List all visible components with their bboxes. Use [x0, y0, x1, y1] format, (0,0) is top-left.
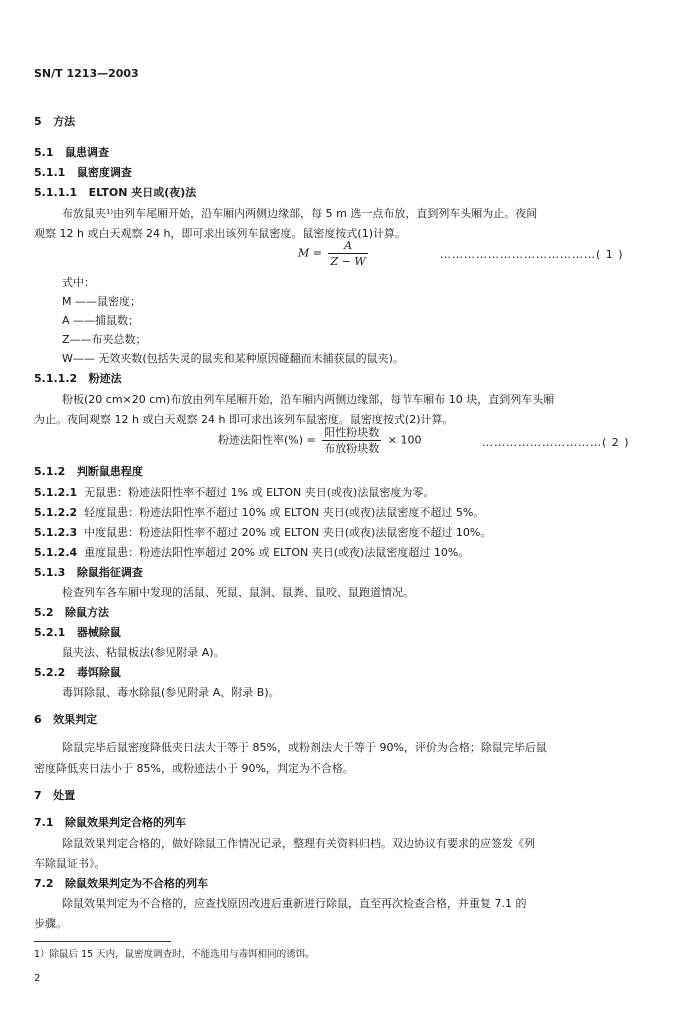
section-5-1-2-heading — [34, 465, 143, 479]
fraction-denominator: 布放粉块数 — [324, 442, 380, 455]
section-number: 7.1 — [34, 816, 54, 829]
paragraph-line: 车除鼠证书》。 — [34, 857, 106, 870]
definition-item: M ——鼠密度； — [62, 295, 141, 308]
section-number: 5.1.1.2 — [34, 372, 78, 385]
section-title: 鼠患调查 — [65, 146, 109, 159]
section-title: 方法 — [53, 115, 76, 128]
formula-2-leader — [482, 436, 630, 450]
paragraph-line: 除鼠效果判定为不合格的，应查找原因改进后重新进行除鼠，直至再次检查合格，并重复 7.1 的 — [62, 897, 527, 910]
paragraph-line: 粉板(20 cm×20 cm)布放由列车尾厢开始，沿车厢内两侧边缘部，每节车厢布 10 块，直到列车头厢 — [62, 393, 555, 406]
section-number: 7.2 — [34, 877, 54, 890]
section-title: ELTON 夹日或(夜)法 — [88, 186, 197, 199]
section-title: 毒饵除鼠 — [76, 666, 121, 679]
formula-fraction — [328, 239, 367, 268]
formula-1 — [298, 239, 371, 268]
severity-item — [34, 506, 484, 520]
paragraph-line: 步骤。 — [34, 917, 67, 930]
section-title: 器械除鼠 — [76, 626, 121, 639]
formula-1-leader — [440, 248, 624, 262]
paragraph-line: 观察 12 h 或白天观察 24 h，即可求出该列车鼠密度。鼠密度按式(1)计算。 — [34, 227, 406, 240]
severity-item — [34, 526, 491, 540]
paragraph-line: 密度降低夹日法小于 85%，或粉迹法小于 90%，判定为不合格。 — [34, 762, 354, 775]
section-title: 粉迹法 — [88, 372, 122, 385]
section-5-2-2-heading — [34, 666, 121, 680]
section-number: 6 — [34, 713, 42, 726]
section-title: 处置 — [53, 789, 76, 802]
footnote: 1）除鼠后 15 天内，鼠密度调查时，不能选用与毒饵相同的诱饵。 — [34, 949, 315, 960]
section-number: 5 — [34, 115, 42, 128]
fraction-numerator: A — [344, 239, 353, 252]
section-number: 5.2.2 — [34, 666, 66, 679]
definition-item: A ——捕鼠数； — [62, 314, 140, 327]
formula-lhs: 粉迹法阳性率(%) = — [218, 433, 316, 447]
section-title: 除鼠效果判定合格的列车 — [65, 816, 186, 829]
item-text: 重度鼠患：粉迹法阳性率超过 20% 或 ELTON 夹日(或夜)法鼠密度超过 10%。 — [84, 546, 470, 559]
formula-tail: × 100 — [387, 433, 422, 447]
section-7-2-heading — [34, 877, 208, 891]
paragraph-line: 为止。夜间观察 12 h 或白天观察 24 h 即可求出该列车鼠密度。鼠密度按式(2)计算。 — [34, 413, 454, 426]
paragraph-line: 检查列车各车厢中发现的活鼠、死鼠、鼠洞、鼠粪、鼠咬、鼠跑道情况。 — [62, 586, 414, 599]
definition-item: W—— 无效夹数(包括失灵的鼠夹和某种原因碰翻而未捕获鼠的鼠夹)。 — [62, 352, 404, 365]
definition-item: Z——布夹总数； — [62, 333, 147, 346]
section-number: 5.1.3 — [34, 566, 66, 579]
formula-ref: ( 1 ) — [596, 248, 624, 261]
severity-item — [34, 546, 469, 560]
formula-2 — [218, 426, 421, 455]
section-title: 除鼠方法 — [65, 606, 109, 619]
item-number: 5.1.2.1 — [34, 486, 78, 499]
item-number: 5.1.2.2 — [34, 506, 78, 519]
section-number: 5.1.1 — [34, 166, 66, 179]
item-text: 轻度鼠患：粉迹法阳性率不超过 10% 或 ELTON 夹日(或夜)法鼠密度不超过 5%。 — [84, 506, 485, 519]
item-number: 5.1.2.3 — [34, 526, 78, 539]
where-label: 式中： — [62, 276, 95, 289]
formula-fraction — [322, 426, 381, 455]
section-5-1-heading — [34, 146, 109, 160]
paragraph-line: 布放鼠夹¹⁾由列车尾厢开始，沿车厢内两侧边缘部，每 5 m 选一点布放，直到列车头厢为止。夜间 — [62, 207, 538, 220]
section-6-heading — [34, 713, 97, 727]
section-number: 5.1 — [34, 146, 54, 159]
paragraph-line: 鼠夹法、粘鼠板法(参见附录 A)。 — [62, 646, 225, 659]
section-7-1-heading — [34, 816, 186, 830]
section-title: 除鼠指征调查 — [76, 566, 143, 579]
section-title: 除鼠效果判定为不合格的列车 — [65, 877, 208, 890]
section-title: 判断鼠患程度 — [76, 465, 143, 478]
section-5-2-1-heading — [34, 626, 121, 640]
section-5-heading — [34, 115, 75, 129]
severity-item — [34, 486, 434, 500]
section-title: 效果判定 — [53, 713, 98, 726]
footnote-rule — [34, 941, 171, 942]
leader-dots: ………………………………… — [440, 248, 596, 261]
paragraph-line: 除鼠完毕后鼠密度降低夹日法大于等于 85%，或粉剂法大于等于 90%，评价为合格；除鼠完毕后鼠 — [62, 741, 547, 754]
section-5-1-1-heading — [34, 166, 132, 180]
standard-code: SN/T 1213—2003 — [34, 67, 139, 80]
section-7-heading — [34, 789, 75, 803]
paragraph-line: 毒饵除鼠、毒水除鼠(参见附录 A、附录 B)。 — [62, 686, 280, 699]
section-number: 7 — [34, 789, 42, 802]
item-text: 中度鼠患：粉迹法阳性率不超过 20% 或 ELTON 夹日(或夜)法鼠密度不超过 10%。 — [84, 526, 492, 539]
section-number: 5.1.2 — [34, 465, 66, 478]
item-number: 5.1.2.4 — [34, 546, 78, 559]
section-5-1-1-2-heading — [34, 372, 122, 386]
section-5-2-heading — [34, 606, 109, 620]
paragraph-line: 除鼠效果判定合格的，做好除鼠工作情况记录，整理有关资料归档。双边协议有要求的应签发《列 — [62, 837, 535, 850]
formula-ref: ( 2 ) — [602, 436, 630, 449]
section-5-1-1-1-heading — [34, 186, 196, 200]
section-5-1-3-heading — [34, 566, 143, 580]
section-number: 5.2 — [34, 606, 54, 619]
formula-lhs: M = — [298, 246, 322, 260]
section-number: 5.1.1.1 — [34, 186, 78, 199]
item-text: 无鼠患：粉迹法阳性率不超过 1% 或 ELTON 夹日(或夜)法鼠密度为零。 — [84, 486, 435, 499]
fraction-numerator: 阳性粉块数 — [324, 426, 380, 439]
fraction-denominator: Z − W — [330, 255, 366, 268]
section-title: 鼠密度调查 — [76, 166, 132, 179]
section-number: 5.2.1 — [34, 626, 66, 639]
leader-dots: ………………………… — [482, 436, 602, 449]
page-number: 2 — [34, 973, 41, 984]
